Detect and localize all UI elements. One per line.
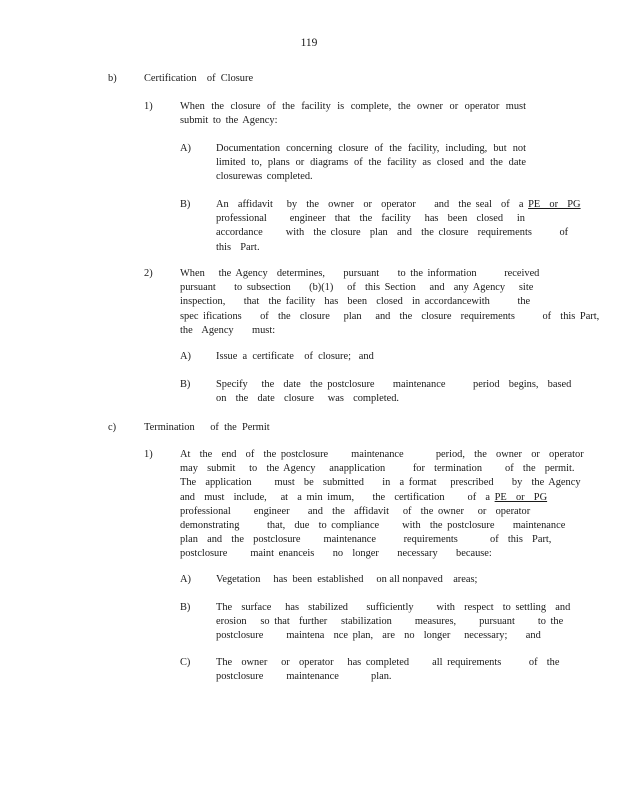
section-b-item2-text [180,267,600,338]
section-c-item1-sub-a-text: Vegetation has been established on all nonpaved areas; [216,574,478,585]
c-sub-b-line-3: postclosure maintena nce plan, are no longer necessary; and [216,630,541,642]
section-c-item1-sub-b-text [216,601,571,644]
section-c-item1-text [180,448,584,562]
section-c-heading: Termination of the Permit [144,422,270,433]
c-item1-line-4: and must include, at a min imum, the certification of a PE or PG [180,491,548,503]
item2-sub-b-line-1: Specify the date the postclosure maintenance period begins, based [216,379,572,390]
c-item1-line-6: demonstrating that, due to compliance with the postclosure maintenance [180,520,566,532]
section-b-item2-sub-b-text [216,378,572,406]
section-c-label: c) [108,422,117,433]
c-sub-b-line-2: erosion so that further stabilization measures, pursuant to the [216,616,564,628]
c-item1-line-1: At the end of the postclosure maintenance period, the owner or operator [180,449,584,460]
section-c-item1-sub-b-label: B) [180,602,191,613]
item2-sub-b-line-2: on the date closure was completed. [216,393,400,405]
item2-line-1: When the Agency determines, pursuant to the information received [180,268,540,279]
c-item1-line-3: The application must be submitted in a format prescribed by the Agency [180,477,581,489]
sub-b-line-3: accordance with the closure plan and the closure requirements of [216,227,569,239]
item2-line-5: the Agency must: [180,324,276,336]
section-b-item1-sub-b-text [216,198,581,255]
c-item1-line-7: plan and the postclosure maintenance requirements of this Part, [180,534,552,546]
item2-line-4: spec ifications of the closure plan and the closure requirements of this Part, [180,310,600,322]
item2-line-3: inspection, that the facility has been closed in accordancewith the [180,296,531,308]
section-b-item1-sub-a-text: Documentation concerning closure of the facility, including, but not limited to, plans or diagrams of the facility as closed and the date closurewas completed. [216,143,526,183]
c-item1-line-8: postclosure maint enanceis no longer necessary because: [180,548,492,560]
c-sub-b-line-1: The surface has stabilized sufficiently with respect to settling and [216,602,571,613]
section-c-item1-label: 1) [144,449,153,460]
section-b-heading: Certification of Closure [144,73,254,84]
item2-line-2: pursuant to subsection (b)(1) of this Section and any Agency site [180,282,534,294]
section-b-item1-sub-b-label: B) [180,199,191,210]
section-b-item2-label: 2) [144,268,153,279]
section-b-item2-sub-a-label: A) [180,351,191,362]
section-b-item1-sub-a-label: A) [180,143,191,154]
section-b-item1-text: When the closure of the facility is complete, the owner or operator must submit to the Agency: [180,101,526,127]
c-sub-c-line-2: postclosure maintenance plan. [216,671,392,683]
page-number: 119 [300,37,318,49]
section-b-label: b) [108,73,117,84]
section-c-item1-sub-c-label: C) [180,657,191,668]
sub-b-line-2: professional engineer that the facility has been closed in [216,213,525,225]
c-item1-line-2: may submit to the Agency anapplication for termination of the permit. [180,463,575,475]
section-b-item2-sub-b-label: B) [180,379,191,390]
pe-pg-underlined-c: PE or PG [494,491,548,503]
sub-b-line-1: An affidavit by the owner or operator and the seal of a PE or PG [216,199,581,210]
c-item1-line-5: professional engineer and the affidavit of the owner or operator [180,505,531,517]
section-b-item2-sub-a-text: Issue a certificate of closure; and [216,351,374,362]
pe-pg-underlined: PE or PG [528,199,581,210]
section-c-item1-sub-c-text [216,656,560,684]
section-b-item1-label: 1) [144,101,153,112]
section-c-item1-sub-a-label: A) [180,574,191,585]
c-sub-c-line-1: The owner or operator has completed all requirements of the [216,657,560,668]
sub-b-line-4: this Part. [216,241,260,253]
